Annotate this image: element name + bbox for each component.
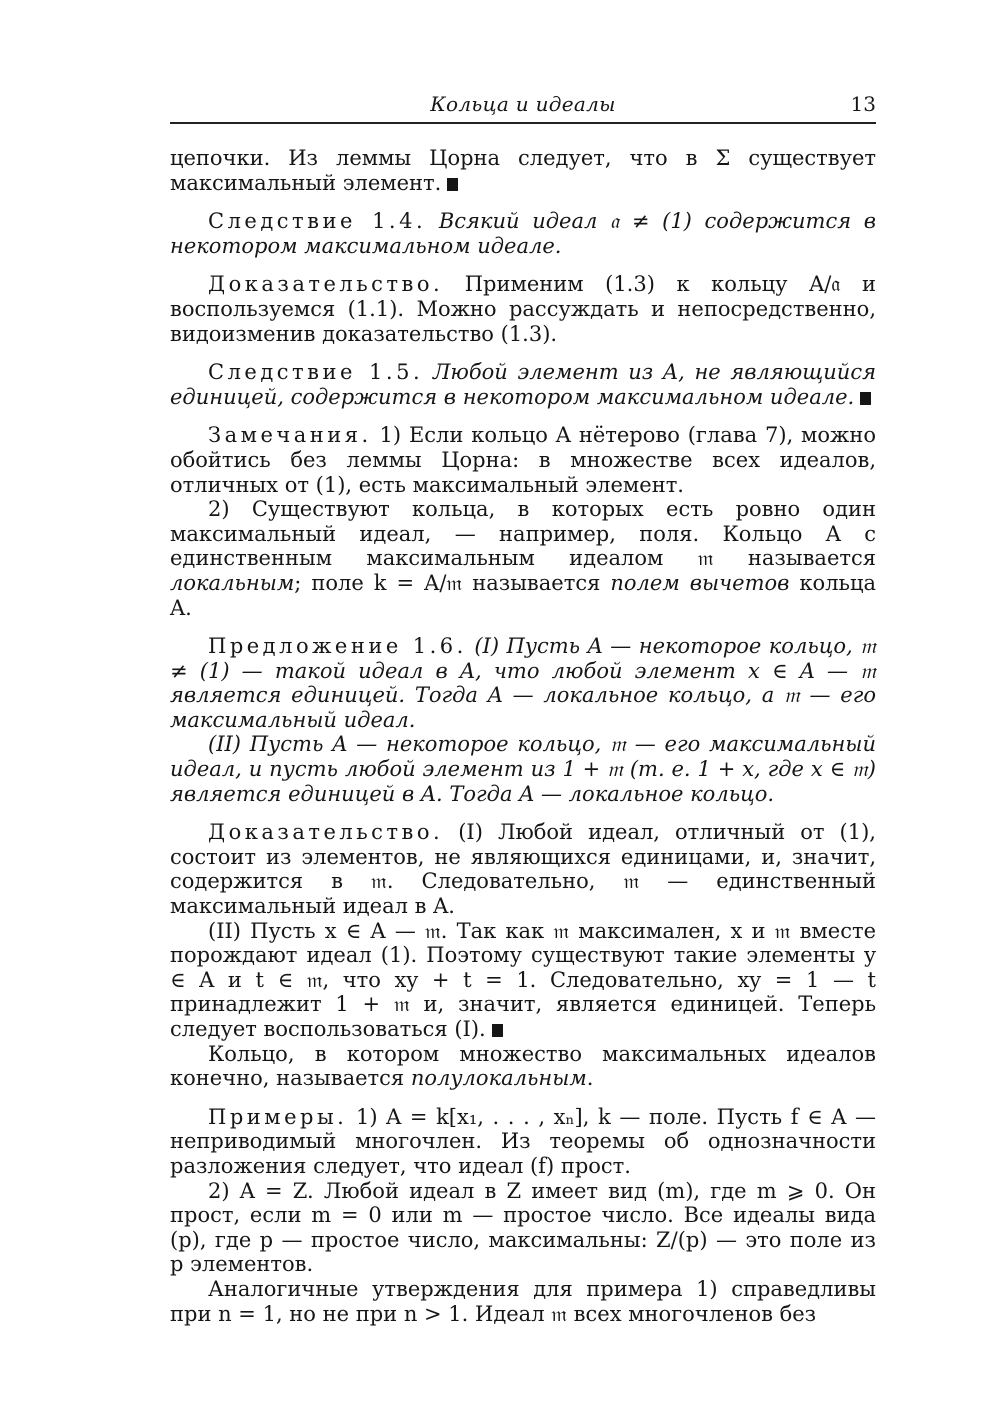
running-head-title: Кольца и идеалы	[430, 92, 616, 116]
page-number: 13	[850, 92, 876, 116]
proof-label: Доказательство.	[208, 272, 444, 297]
proof-1-4	[170, 272, 876, 346]
paragraph-zorn-conclusion: цепочки. Из леммы Цорна следует, что в Σ существует максимальный элемент.	[170, 146, 876, 195]
proof-1-6-part-1	[170, 820, 876, 918]
example-1-text: 1) A = k[x₁, . . . , xₙ], k — поле. Пусть f ∈ A — неприводимый многочлен. Из теоремы об однозначности разложения следует, что идеал (f) прост.	[170, 1104, 876, 1178]
proposition-1-6-part-1	[170, 634, 876, 732]
proof-label: Доказательство.	[208, 820, 444, 845]
proof-part-1-text: (I) Любой идеал, отличный от (1), состоит из элементов, не являющихся единицами, и, значит, содержится в 𝔪. Следовательно, 𝔪 — единственный максимальный идеал в A.	[170, 820, 876, 919]
term-local: локальным	[170, 570, 295, 595]
corollary-1-4	[170, 209, 876, 258]
remarks-label: Замечания.	[208, 423, 372, 448]
corollary-label: Следствие 1.4.	[208, 209, 427, 234]
qed-icon	[492, 1024, 503, 1037]
proof-part-2-text: (II) Пусть x ∈ A — 𝔪. Так как 𝔪 максимален, x и 𝔪 вместе порождают идеал (1). Поэтому существуют такие элементы y ∈ A и t ∈ 𝔪, что xy + t = 1. Следовательно, xy = 1 — t принадлежит 1 + 𝔪 и, значит, является единицей. Теперь следует воспользоваться (I).	[170, 918, 876, 1041]
example-1	[170, 1105, 876, 1179]
remark-2: 2) Существуют кольца, в которых есть ровно один максимальный идеал, — например, поля. Кольцо A с единственным максимальным идеалом 𝔪 называется локальным; поле k = A/𝔪 называется полем вычетов кольца A.	[170, 497, 876, 620]
qed-icon	[447, 178, 458, 191]
semilocal-definition: Кольцо, в котором множество максимальных идеалов конечно, называется полулокальным.	[170, 1041, 876, 1091]
proposition-part-1-text: (I) Пусть A — некоторое кольцо, 𝔪 ≠ (1) — такой идеал в A, что любой элемент x ∈ A — 𝔪 является единицей. Тогда A — локальное кольцо, а 𝔪 — его максимальный идеал.	[170, 634, 877, 732]
corollary-statement: Любой элемент из A, не являющийся единицей, содержится в некотором максимальном идеале.	[170, 360, 876, 409]
remark-1	[170, 423, 876, 497]
proof-1-6-part-2	[170, 919, 876, 1042]
example-analogous-statements: Аналогичные утверждения для примера 1) справедливы при n = 1, но не при n > 1. Идеал 𝔪 всех многочленов без	[170, 1276, 876, 1326]
term-semilocal: полулокальным	[410, 1066, 587, 1091]
corollary-label: Следствие 1.5.	[208, 360, 424, 385]
remark-1-text: 1) Если кольцо A нётерово (глава 7), можно обойтись без леммы Цорна: в множестве всех идеалов, отличных от (1), есть максимальный элемент.	[170, 423, 876, 497]
page-body	[170, 146, 876, 1326]
corollary-statement: Всякий идеал 𝔞 ≠ (1) содержится в некотором максимальном идеале.	[170, 209, 877, 258]
example-2: 2) A = Z. Любой идеал в Z имеет вид (m), где m ⩾ 0. Он прост, если m = 0 или m — простое число. Все идеалы вида (p), где p — простое число, максимальны: Z/(p) — это поле из p элементов.	[170, 1178, 876, 1277]
term-residue-field: полем вычетов	[610, 570, 790, 595]
running-header	[170, 92, 876, 124]
corollary-1-5	[170, 360, 876, 409]
proposition-label: Предложение 1.6.	[208, 634, 467, 659]
proposition-1-6-part-2	[170, 732, 876, 806]
proposition-part-2-text: (II) Пусть A — некоторое кольцо, 𝔪 — его максимальный идеал, и пусть любой элемент из 1 + 𝔪 (т. е. 1 + x, где x ∈ 𝔪) является единицей в A. Тогда A — локальное кольцо.	[170, 732, 876, 806]
examples-label: Примеры.	[208, 1104, 348, 1129]
proof-text: Применим (1.3) к кольцу A/𝔞 и воспользуемся (1.1). Можно рассуждать и непосредственно, видоизменив доказательство (1.3).	[170, 272, 876, 346]
qed-icon	[860, 392, 871, 405]
